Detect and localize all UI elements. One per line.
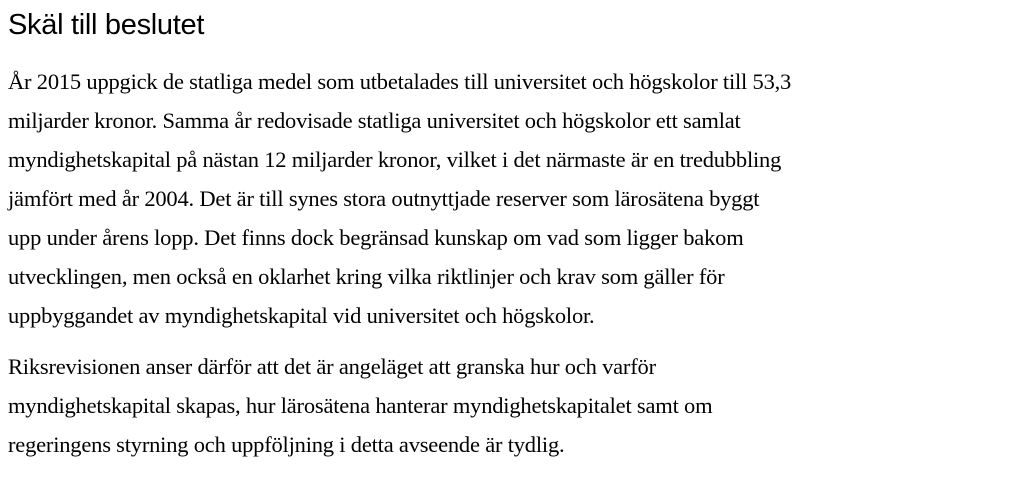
text-line: miljarder kronor. Samma år redovisade statliga universitet och högskolor ett samlat [8, 108, 741, 133]
paragraph-2 [8, 347, 1016, 464]
text-line: myndighetskapital skapas, hur lärosätena hanterar myndighetskapitalet samt om [8, 393, 713, 418]
text-line: upp under årens lopp. Det finns dock begränsad kunskap om vad som ligger bakom [8, 225, 744, 250]
document-page [8, 0, 1016, 464]
text-line: År 2015 uppgick de statliga medel som utbetalades till universitet och högskolor till 53,3 [8, 69, 792, 94]
section-heading: Skäl till beslutet [8, 9, 205, 41]
text-line: Riksrevisionen anser därför att det är angeläget att granska hur och varför [8, 354, 656, 379]
text-line: myndighetskapital på nästan 12 miljarder kronor, vilket i det närmaste är en tredubbling [8, 147, 782, 172]
text-line: jämfört med år 2004. Det är till synes stora outnyttjade reserver som lärosätena byggt [8, 186, 760, 211]
paragraph-1 [8, 62, 1016, 335]
text-line: regeringens styrning och uppföljning i detta avseende är tydlig. [8, 432, 565, 457]
text-line: utvecklingen, men också en oklarhet kring vilka riktlinjer och krav som gäller för [8, 264, 725, 289]
text-line: uppbyggandet av myndighetskapital vid universitet och högskolor. [8, 303, 595, 328]
